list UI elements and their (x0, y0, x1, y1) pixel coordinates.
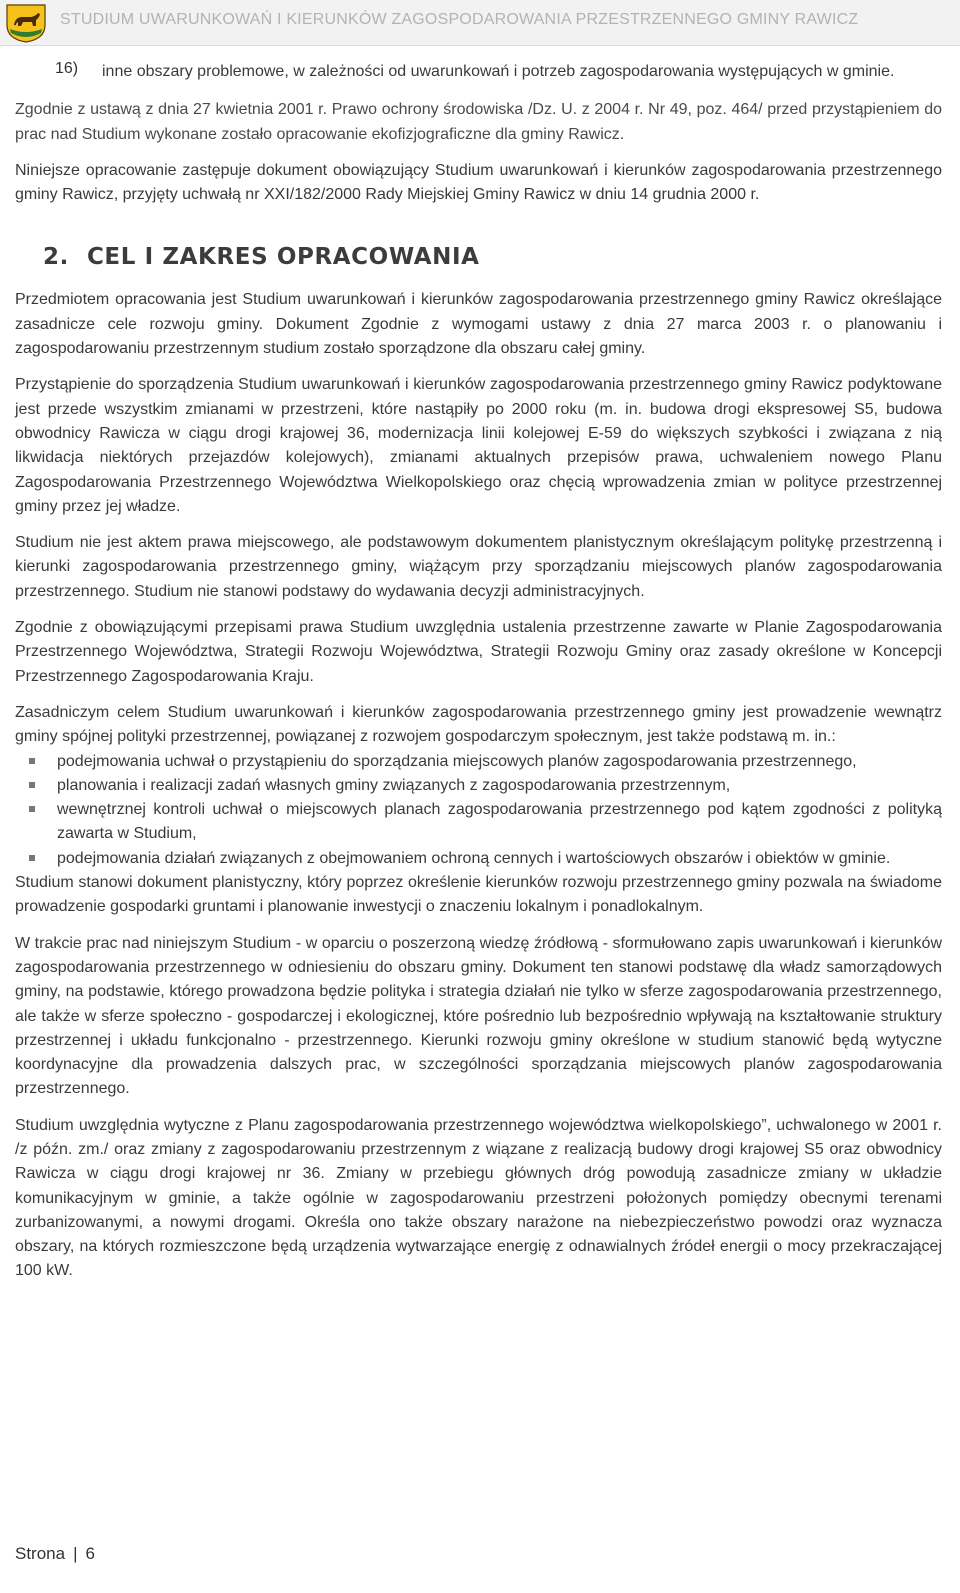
list-item (15, 750, 942, 774)
document-body (15, 60, 942, 1284)
paragraph-zastepuje-dokument: Niniejsze opracowanie zastępuje dokument obowiązujący Studium uwarunkowań i kierunków zagospodarowania przestrzennego gminy Rawicz, przyjęty uchwałą nr XXI/182/2000 Rady Miejskiej Gminy Rawicz w dniu 14 grudnia 2000 r. (15, 161, 942, 204)
page-label: Strona (15, 1544, 66, 1563)
coat-of-arms-bear-icon (5, 3, 47, 43)
paragraph-przystapienie: Przystąpienie do sporządzenia Studium uwarunkowań i kierunków zagospodarowania przestrzennego gminy Rawicz podyktowane jest przede wszystkim zmianami w przestrzeni, które nastąpiły po 2000 roku (m. in. budowa drogi ekspresowej S5, budowa obwodnicy Rawicza w ciągu drogi krajowej 36, modernizacja linii kolejowej E-59 do większych szybkości i związana z nią likwidacja niektórych przejazdów kolejowych), zmianami aktualnych przepisów prawa, uchwaleniem nowego Planu Zagospodarowania Przestrzennego Województwa Wielkopolskiego oraz chęcią wprowadzenia zmian w polityce przestrzennej gminy przez jej władze. (15, 376, 942, 515)
section-title: CEL I ZAKRES OPRACOWANIA (86, 244, 480, 271)
paragraph-studium-nie-jest-aktem: Studium nie jest aktem prawa miejscowego, ale podstawowym dokumentem planistycznym określającym politykę przestrzenną i kierunki zagospodarowania przestrzennego gminy, wiążącym przy sporządzaniu miejscowych planów zagospodarowania przestrzennego. Studium nie stanowi podstawy do wydawania decyzji administracyjnych. (15, 534, 942, 600)
page-number: 6 (85, 1544, 95, 1563)
document-title: STUDIUM UWARUNKOWAŃ I KIERUNKÓW ZAGOSPODAROWANIA PRZESTRZENNEGO GMINY RAWICZ (60, 11, 859, 28)
goals-list (15, 750, 942, 871)
list-item-text: podejmowania działań związanych z obejmowaniem ochroną cennych i wartościowych obszarów i obiektów w gminie. (57, 849, 891, 867)
page-footer (15, 1544, 95, 1564)
bullet-square-icon (29, 758, 35, 764)
paragraph-zgodnie-z-przepisami: Zgodnie z obowiązującymi przepisami prawa Studium uwzględnia ustalenia przestrzenne zawarte w Planie Zagospodarowania Przestrzennego Województwa, Strategii Rozwoju Województwa, Strategii Rozwoju Gminy oraz zasady określone w Koncepcji Przestrzennego Zagospodarowania Kraju. (15, 619, 942, 685)
list-item-text: wewnętrznej kontroli uchwał o miejscowych planach zagospodarowania przestrzennego pod kątem zgodności z polityką zawarta w Studium, (57, 801, 942, 843)
paragraph-dokument-planistyczny: Studium stanowi dokument planistyczny, który poprzez określenie kierunków rozwoju przestrzennego gminy pozwala na świadome prowadzenie gospodarki gruntami i planowanie inwestycji o znaczeniu lokalnym i ponadlokalnym. (15, 874, 942, 916)
list-item-text: podejmowania uchwał o przystąpieniu do sporządzania miejscowych planów zagospodarowania przestrzennego, (57, 752, 857, 770)
section-heading (15, 244, 942, 270)
page-header (0, 0, 960, 46)
paragraph-przedmiot-opracowania: Przedmiotem opracowania jest Studium uwarunkowań i kierunków zagospodarowania przestrzennego gminy Rawicz określające zasadnicze cele rozwoju gminy. Dokument Zgodnie z wymogami ustawy z dnia 27 marca 2003 r. o planowaniu i zagospodarowaniu przestrzennym studium zostało sporządzone dla obszaru całej gminy. (15, 291, 942, 358)
bullet-square-icon (29, 782, 35, 788)
paragraph-w-trakcie-prac: W trakcie prac nad niniejszym Studium - w oparciu o poszerzoną wiedzę źródłową - sformułowano zapis uwarunkowań i kierunków zagospodarowania przestrzennego w odniesieniu do obszaru gminy. Dokument ten stanowi podstawę dla władz samorządowych gminy, na podstawie, którego prowadzona będzie polityka i strategia działań nie tylko w sferze zagospodarowania przestrzennego, ale także w sferze społeczno - gospodarczej i ekologicznej, które pośrednio lub bezpośrednio wpływają na kształtowanie struktury przestrzennej i układu funkcjonalno - przestrzennego. Kierunki rozwoju gminy określone w studium stanowić będą wytyczne koordynacyjne dla prowadzenia dalszych prac, w szczególności sporządzania miejscowych planów zagospodarowania przestrzennego. (15, 934, 942, 1098)
bullet-square-icon (29, 806, 35, 812)
paragraph-ekofizjografia: Zgodnie z ustawą z dnia 27 kwietnia 2001 r. Prawo ochrony środowiska /Dz. U. z 2004 r. Nr 49, poz. 464/ przed przystąpieniem do prac nad Studium wykonane zostało opracowanie ekofizjograficzne dla gminy Rawicz. (15, 101, 942, 143)
list-item-text: planowania i realizacji zadań własnych gminy związanych z zagospodarowania przestrzennym, (57, 776, 731, 794)
list-item (15, 847, 942, 871)
section-number: 2. (43, 244, 69, 271)
page-separator: | (73, 1544, 78, 1563)
list-item-16 (55, 60, 942, 84)
paragraph-wytyczne-planu: Studium uwzględnia wytyczne z Planu zagospodarowania przestrzennego województwa wielkopolskiego”, uchwalonego w 2001 r. /z późn. zm./ oraz zmiany z zagospodarowaniu przestrzennym z wiązane z realizacją budowy drogi krajowej S5 oraz obwodnicy Rawicza w ciągu drogi krajowej nr 36. Zmiany w przebiegu głównych dróg powodują zasadnicze zmiany w układzie komunikacyjnym w gminie, a także ogólnie w zagospodarowaniu przestrzeni położonych pomiędzy obecnymi terenami zurbanizowanymi, a nowymi drogami. Określa ono także obszary narażone na niebezpieczeństwo powodzi oraz wyznacza obszary, na których rozmieszczone będą urządzenia wytwarzające energię z odnawialnych źródeł energii o mocy przekraczającej 100 kW. (15, 1116, 942, 1280)
list-item-text: inne obszary problemowe, w zależności od uwarunkowań i potrzeb zagospodarowania występujących w gminie. (102, 63, 895, 80)
list-item (15, 798, 942, 847)
list-item-number: 16) (55, 60, 79, 77)
bullet-square-icon (29, 855, 35, 861)
list-item (15, 774, 942, 798)
paragraph-zasadniczy-cel: Zasadniczym celem Studium uwarunkowań i kierunków zagospodarowania przestrzennego gminy jest prowadzenie wewnątrz gminy spójnej polityki przestrzennej, powiązanej z rozwojem gospodarczym społecznym, jest także podstawą m. in.: (15, 703, 942, 746)
